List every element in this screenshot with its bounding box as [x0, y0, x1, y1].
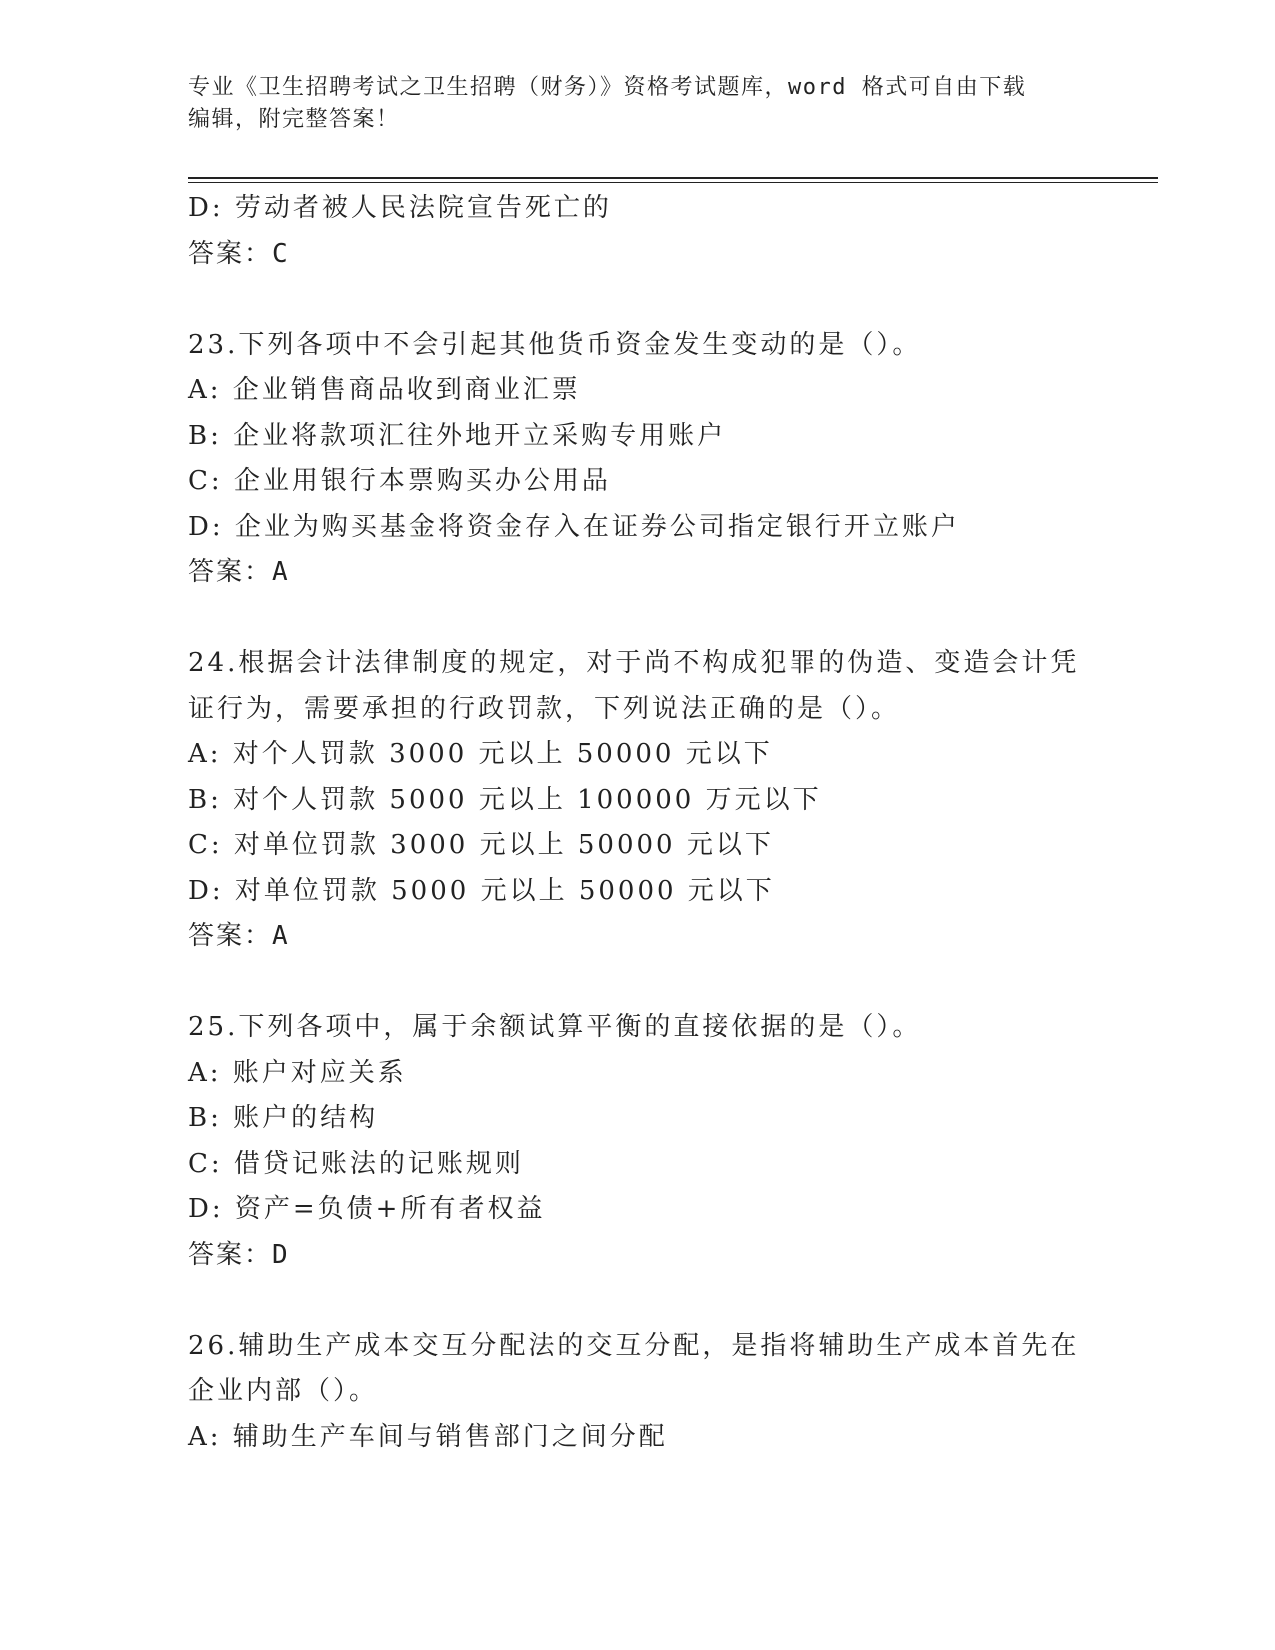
answer: 答案：C [188, 238, 290, 269]
question-list [188, 186, 1088, 1460]
question-25 [188, 1005, 1088, 1278]
option-d: D: 对单位罚款 5000 元以上 50000 元以下 [188, 875, 775, 906]
option-c: C: 对单位罚款 3000 元以上 50000 元以下 [188, 830, 774, 860]
answer: 答案：A [188, 557, 290, 587]
option-a: A: 企业销售商品收到商业汇票 [188, 375, 581, 405]
option-a: A: 辅助生产车间与销售部门之间分配 [188, 1421, 668, 1452]
question-stem-line-1: 26.辅助生产成本交互分配法的交互分配，是指将辅助生产成本首先在 [188, 1330, 1080, 1361]
option-d: D: 资产=负债+所有者权益 [188, 1194, 546, 1224]
question-stem-line-1: 24.根据会计法律制度的规定，对于尚不构成犯罪的伪造、变造会计凭 [188, 648, 1080, 678]
header-divider-thick [188, 177, 1158, 179]
spacer [188, 1278, 1088, 1324]
option-b: B: 账户的结构 [188, 1103, 379, 1133]
spacer [188, 960, 1088, 1006]
option-d: D: 劳动者被人民法院宣告死亡的 [188, 193, 612, 223]
option-a: A: 对个人罚款 3000 元以上 50000 元以下 [188, 739, 773, 769]
question-23 [188, 323, 1088, 596]
option-d: D: 企业为购买基金将资金存入在证券公司指定银行开立账户 [188, 511, 960, 542]
document-header [188, 72, 1088, 136]
question-stem-line-2: 企业内部（）。 [188, 1376, 379, 1406]
question-26 [188, 1324, 1088, 1461]
header-line-2: 编辑，附完整答案！ [188, 107, 400, 132]
spacer [188, 596, 1088, 642]
option-c: C: 借贷记账法的记账规则 [188, 1148, 524, 1179]
spacer [188, 277, 1088, 323]
header-line-1: 专业《卫生招聘考试之卫生招聘（财务）》资格考试题库，word 格式可自由下载 [188, 75, 1027, 100]
option-a: A: 账户对应关系 [188, 1057, 407, 1088]
option-c: C: 企业用银行本票购买办公用品 [188, 466, 611, 496]
question-24 [188, 641, 1088, 960]
question-stem-line-2: 证行为，需要承担的行政罚款，下列说法正确的是（）。 [188, 693, 901, 724]
header-divider-thin [188, 182, 1158, 183]
answer: 答案：A [188, 921, 290, 951]
answer: 答案：D [188, 1239, 290, 1270]
option-b: B: 企业将款项汇往外地开立采购专用账户 [188, 420, 727, 451]
question-stem: 25.下列各项中，属于余额试算平衡的直接依据的是（）。 [188, 1012, 922, 1042]
question-prev [188, 186, 1088, 277]
option-b: B: 对个人罚款 5000 元以上 100000 万元以下 [188, 784, 822, 815]
question-stem: 23.下列各项中不会引起其他货币资金发生变动的是（）。 [188, 329, 922, 360]
